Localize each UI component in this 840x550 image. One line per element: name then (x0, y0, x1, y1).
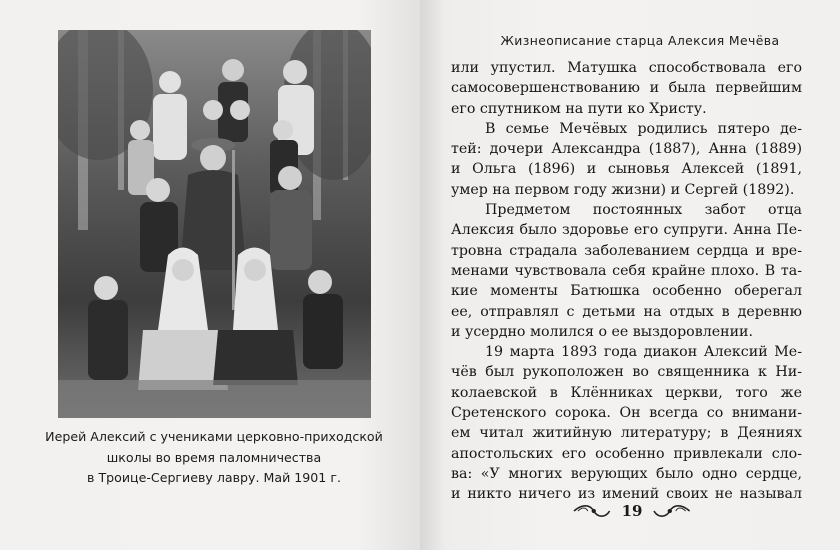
text-line: умер на первом году жизни) и Сергей (1892). (451, 181, 795, 198)
caption-line: в Троице-Сергиеву лавру. Май 1901 г. (87, 470, 341, 485)
text-line: менами чувствовала себя крайне плохо. В та- (451, 262, 802, 279)
group-photograph (58, 30, 371, 418)
text-line: Сретенского сорока. Он всегда со внимани- (451, 405, 802, 422)
text-line: и усердно молился о ее выздоровлении. (451, 323, 753, 340)
text-line: его спутником на пути ко Христу. (451, 100, 707, 117)
running-head: Жизнеописание старца Алексия Мечёва (500, 33, 780, 48)
photo-caption (40, 427, 388, 489)
text-line: тровна страдала заболеванием сердца и вре- (451, 242, 802, 259)
caption-line: Иерей Алексий с учениками церковно-приходской (45, 429, 383, 444)
text-line: и Ольга (1896) и сыновья Алексей (1891, (451, 161, 802, 178)
text-line: самосовершенствованию и была первейшим (451, 80, 802, 97)
text-line: ва: «У многих верующих было одно сердце, (451, 465, 802, 482)
text-line: и никто ничего из имений своих не называл (451, 486, 802, 503)
text-line: кие моменты Батюшка особенно оберегал (451, 283, 802, 300)
caption-line: школы во время паломничества (106, 449, 322, 465)
text-line: ем читал житийную литературу; в Деяниях (451, 425, 802, 442)
text-line: В семье Мечёвых родились пятеро де- (485, 120, 802, 137)
text-line: тей: дочери Александра (1887), Анна (1889) (451, 141, 802, 158)
text-line: или упустил. Матушка способствовала его (451, 60, 802, 76)
text-line: апостольских его особенно привлекали сло- (451, 445, 802, 462)
floral-flourish-icon (652, 504, 692, 518)
text-line: 19 марта 1893 года диакон Алексий Ме- (485, 344, 802, 361)
text-line: колаевской в Клённиках церкви, того же (451, 384, 802, 401)
page-folio (572, 498, 692, 524)
floral-flourish-icon (572, 504, 612, 518)
group-photograph-icon (58, 30, 371, 418)
text-line: ее, отправлял с детьми на отдых в деревню (451, 303, 802, 320)
text-line: Алексия было здоровье его супруги. Анна Пе- (451, 222, 802, 239)
page-number: 19 (621, 502, 643, 520)
body-text (451, 58, 802, 505)
text-line: чёв был рукоположен во священника к Ни- (451, 364, 802, 381)
text-line: Предметом постоянных забот отца (485, 202, 802, 219)
